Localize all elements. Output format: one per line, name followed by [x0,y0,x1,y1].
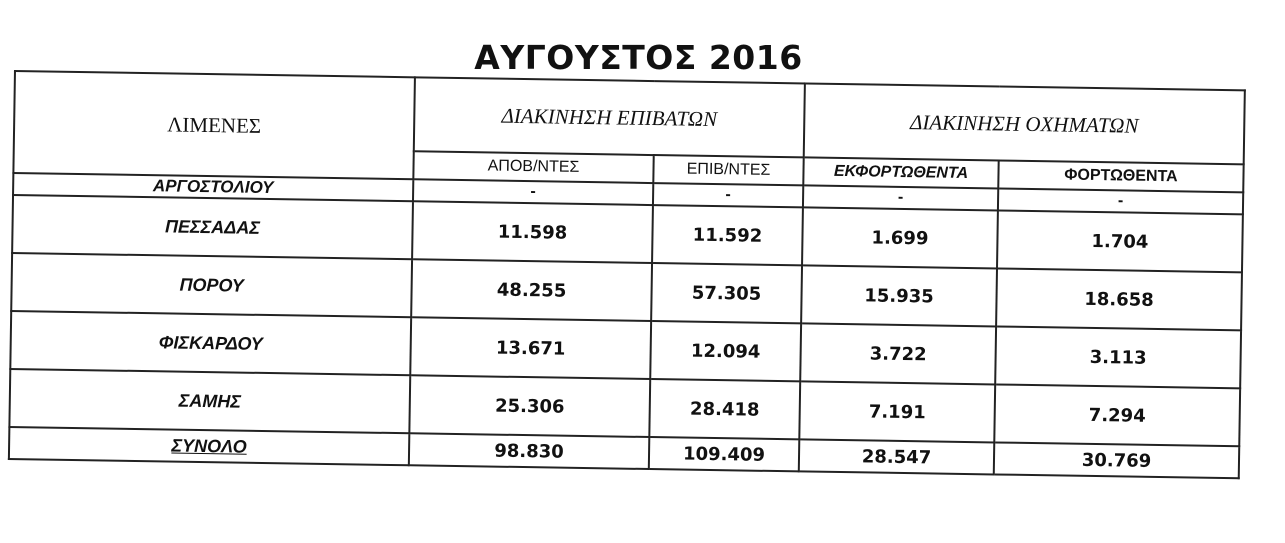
unloaded-cell: 1.699 [802,207,998,268]
loaded-cell: 3.113 [995,326,1241,388]
disembarked-cell: 25.306 [409,375,650,437]
port-name-cell: ΑΡΓΟΣΤΟΛΙΟΥ [13,173,413,201]
unloaded-cell: 7.191 [799,381,995,442]
embarked-cell: 57.305 [651,263,802,323]
unloaded-cell: - [803,185,998,210]
embarked-cell: 28.418 [649,379,800,439]
embarked-header: ΕΠΙΒ/ΝΤΕΣ [653,155,803,185]
total-embarked-cell: 109.409 [649,437,799,471]
total-unloaded-cell: 28.547 [799,439,994,474]
document-title: ΑΥΓΟΥΣΤΟΣ 2016 [474,38,803,77]
vehicles-header: ΔΙΑΚΙΝΗΣΗ ΟΧΗΜΑΤΩΝ [804,83,1245,164]
total-loaded-cell: 30.769 [994,442,1239,478]
disembarked-header: ΑΠΟΒ/ΝΤΕΣ [413,151,653,183]
loaded-cell: 1.704 [997,210,1243,272]
total-disembarked-cell: 98.830 [409,433,649,469]
loaded-cell: - [998,188,1243,214]
loaded-cell: 18.658 [996,268,1242,330]
disembarked-cell: 48.255 [411,259,652,321]
port-name-cell: ΠΕΣΣΑΔΑΣ [12,195,413,259]
embarked-cell: - [653,183,803,207]
unloaded-cell: 15.935 [801,265,997,326]
port-name-cell: ΠΟΡΟΥ [11,253,412,317]
embarked-cell: 12.094 [650,321,801,381]
unloaded-header: ΕΚΦΟΡΤΩΘΕΝΤΑ [803,157,998,188]
port-traffic-table-container [7,70,1243,505]
total-label-cell: ΣΥΝΟΛΟ [9,427,409,465]
port-traffic-table [8,70,1246,479]
embarked-cell: 11.592 [652,205,803,265]
passengers-header: ΔΙΑΚΙΝΗΣΗ ΕΠΙΒΑΤΩΝ [414,77,805,157]
ports-header: ΛΙΜΕΝΕΣ [13,71,415,179]
disembarked-cell: - [413,179,653,205]
unloaded-cell: 3.722 [800,323,996,384]
disembarked-cell: 13.671 [410,317,651,379]
loaded-header: ΦΟΡΤΩΘΕΝΤΑ [998,160,1243,192]
loaded-cell: 7.294 [994,384,1240,446]
port-name-cell: ΣΑΜΗΣ [9,369,410,433]
disembarked-cell: 11.598 [412,201,653,263]
port-name-cell: ΦΙΣΚΑΡΔΟΥ [10,311,411,375]
